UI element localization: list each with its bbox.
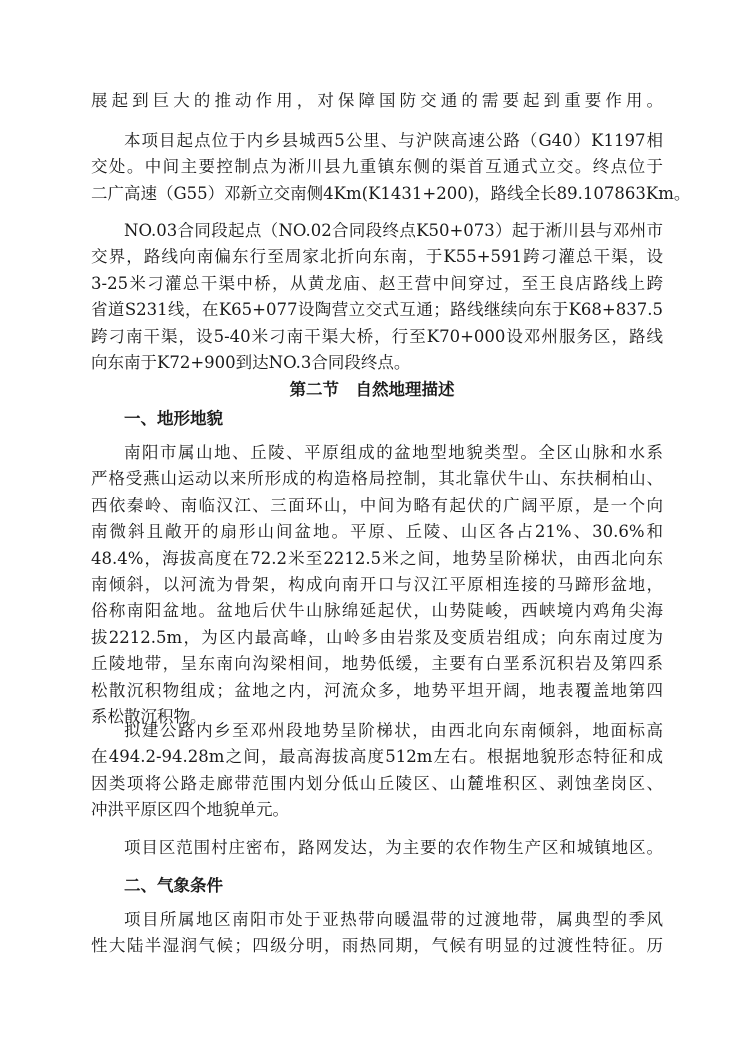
text-line: 松散沉积物组成；盆地之内，河流众多，地势平坦开阔，地表覆盖地第四 bbox=[91, 680, 663, 700]
text-line: 3-25米刁灌总干渠中桥，从黄龙庙、赵王营中间穿过，至王良店路线上跨 bbox=[91, 273, 663, 293]
text-line: 展起到巨大的推动作用，对保障国防交通的需要起到重要作用。 bbox=[91, 91, 663, 110]
paragraph-climate bbox=[91, 907, 663, 960]
text-line: 跨刁南干渠，设5-40米刁南干渠大桥，行至K70+000设邓州服务区，路线 bbox=[91, 326, 663, 346]
text-line: 俗称南阳盆地。盆地后伏牛山脉绵延起伏，山势陡峻，西峡境内鸡角尖海 bbox=[91, 601, 663, 621]
text-line: 南阳市属山地、丘陵、平原组成的盆地型地貌类型。全区山脉和水系 bbox=[124, 443, 663, 462]
text-line: 在494.2-94.28m之间，最高海拔高度512m左右。根据地貌形态特征和成 bbox=[91, 747, 663, 767]
text-line: 省道S231线，在K65+077设陶营立交式互通；路线继续向东于K68+837.5 bbox=[91, 300, 663, 320]
text-line: 交界，路线向南偏东行至周家北折向东南，于K55+591跨刁灌总干渠，设 bbox=[91, 247, 663, 267]
text-line: 项目所属地区南阳市处于亚热带向暖温带的过渡地带，属典型的季风 bbox=[124, 910, 663, 929]
text-line: 系松散沉积物。 bbox=[91, 706, 207, 726]
text-line: 严格受燕山运动以来所形成的构造格局控制，其北靠伏牛山、东扶桐柏山、 bbox=[91, 469, 663, 489]
text-line: 拟建公路内乡至邓州段地势呈阶梯状，由西北向东南倾斜，地面标高 bbox=[124, 721, 663, 740]
text-line: NO.03合同段起点（NO.02合同段终点K50+073）起于淅川县与邓州市 bbox=[124, 221, 663, 240]
subsection-title-terrain: 一、地形地貌 bbox=[124, 409, 223, 428]
text-line: 性大陆半湿润气候；四级分明，雨热同期，气候有明显的过渡性特征。历 bbox=[91, 936, 663, 956]
paragraph-contract-section bbox=[91, 218, 663, 376]
text-line: 拔2212.5m，为区内最高峰，山岭多由岩浆及变质岩组成；向东南过度为 bbox=[91, 627, 663, 647]
text-line: 二广高速（G55）邓新立交南侧4Km(K1431+200)，路线全长89.107863Km。 bbox=[91, 183, 691, 203]
text-line: 本项目起点位于内乡县城西5公里、与沪陕高速公路（G40）K1197相 bbox=[124, 131, 663, 150]
text-line: 西依秦岭、南临汉江、三面环山，中间为略有起伏的广阔平原，是一个向 bbox=[91, 495, 663, 515]
subsection-title-climate: 二、气象条件 bbox=[124, 876, 223, 895]
text-line: 丘陵地带，呈东南向沟梁相间，地势低缓，主要有白垩系沉积岩及第四系 bbox=[91, 654, 663, 674]
text-line: 项目区范围村庄密布，路网发达，为主要的农作物生产区和城镇地区。 bbox=[124, 838, 663, 857]
text-line: 交处。中间主要控制点为淅川县九重镇东侧的渠首互通式立交。终点位于 bbox=[91, 157, 663, 177]
text-line: 冲洪平原区四个地貌单元。 bbox=[91, 800, 289, 820]
text-line: 南倾斜，以河流为骨架，构成向南开口与汉江平原相连接的马蹄形盆地， bbox=[91, 574, 663, 594]
text-line: 南微斜且敞开的扇形山间盆地。平原、丘陵、山区各占21%、30.6%和 bbox=[91, 522, 663, 542]
paragraph-villages bbox=[91, 835, 663, 861]
paragraph-route-terrain bbox=[91, 718, 663, 824]
paragraph-project-start bbox=[91, 128, 691, 207]
text-line: 48.4%，海拔高度在72.2米至2212.5米之间，地势呈阶梯状，由西北向东 bbox=[91, 548, 663, 568]
paragraph-terrain bbox=[91, 440, 663, 730]
text-line: 因类项将公路走廊带范围内划分低山丘陵区、山麓堆积区、剥蚀垄岗区、 bbox=[91, 773, 663, 793]
section-title: 第二节 自然地理描述 bbox=[289, 380, 455, 399]
text-line: 向东南于K72+900到达NO.3合同段终点。 bbox=[91, 352, 411, 372]
paragraph-continuation bbox=[91, 88, 663, 114]
